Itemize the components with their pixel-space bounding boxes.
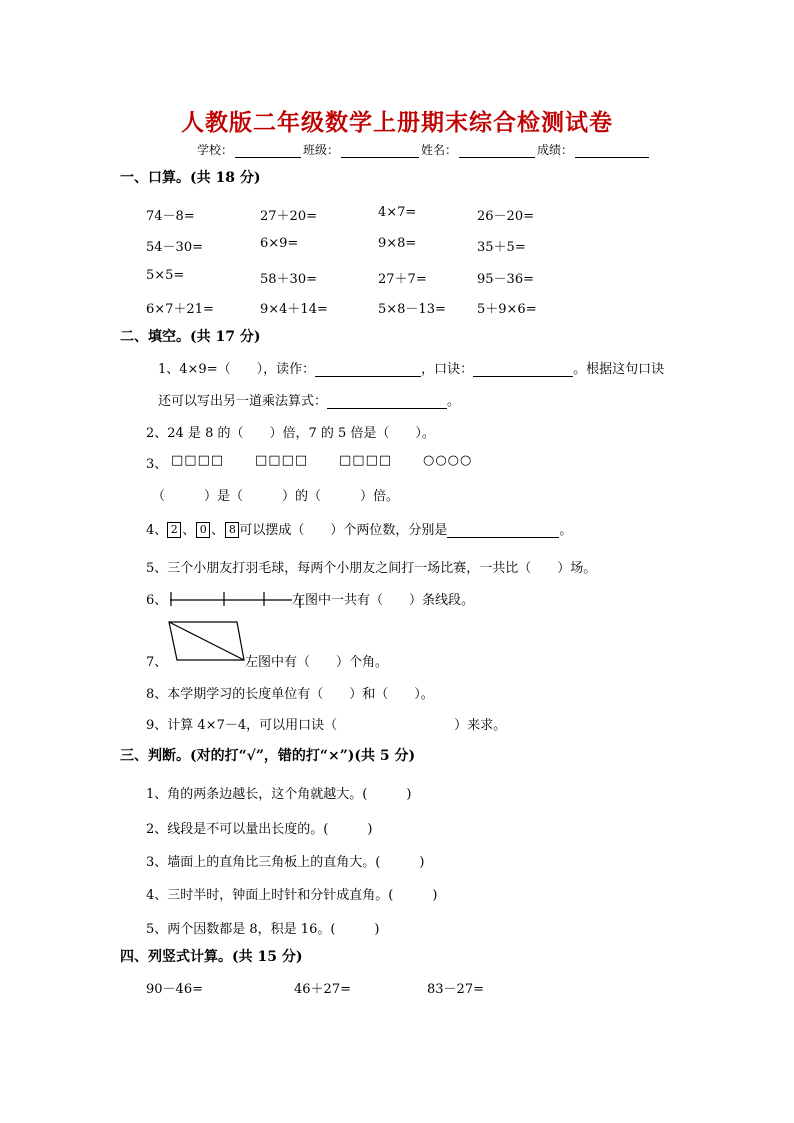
judge-item: 3、墙面上的直角比三角板上的直角大。( ) bbox=[146, 855, 425, 870]
section-4-heading: 四、列竖式计算。(共 15 分) bbox=[120, 949, 303, 965]
fill-q9: 9、计算 4×7－4，可以用口诀（ ）来求。 bbox=[146, 718, 507, 733]
fill-q3-num: 3、 bbox=[146, 457, 168, 472]
oral-item: 6×7＋21= bbox=[146, 302, 214, 317]
oral-item: 5＋9×6= bbox=[477, 302, 537, 317]
section-2-heading: 二、填空。(共 17 分) bbox=[120, 329, 261, 345]
class-blank[interactable] bbox=[341, 145, 419, 158]
oral-item: 6×9= bbox=[260, 236, 299, 251]
vertical-calc-item: 46＋27= bbox=[294, 982, 351, 997]
oral-item: 26－20= bbox=[477, 209, 534, 224]
fill-q1-line1 bbox=[158, 358, 664, 377]
fill-q8: 8、本学期学习的长度单位有（ ）和（ ）。 bbox=[146, 687, 434, 702]
oral-item: 58＋30= bbox=[260, 272, 317, 287]
judge-item: 4、三时半时，钟面上时针和分针成直角。( ) bbox=[146, 888, 438, 903]
oral-item: 9×4＋14= bbox=[260, 302, 328, 317]
fill-q1-rhyme-blank[interactable] bbox=[473, 363, 573, 377]
fill-q6-num: 6、 bbox=[146, 593, 168, 608]
oral-item: 9×8= bbox=[378, 236, 417, 251]
digit-card-8: 8 bbox=[225, 522, 239, 538]
judge-item: 1、角的两条边越长，这个角就越大。( ) bbox=[146, 787, 412, 802]
fill-q4: 4、 2 、 0 、 8 可以摆成（ ）个两位数，分别是 。 bbox=[146, 519, 572, 538]
digit-card-2: 2 bbox=[167, 522, 181, 538]
judge-item: 5、两个因数都是 8，积是 16。( ) bbox=[146, 922, 380, 937]
circle-group: ○○○○ bbox=[423, 453, 473, 468]
fill-q3-answer: （ ）是（ ）的（ ）倍。 bbox=[152, 489, 400, 504]
oral-item: 27＋20= bbox=[260, 209, 317, 224]
fill-q1-text-a: 1、4×9=（ ），读作： bbox=[158, 362, 316, 377]
fill-q2: 2、24 是 8 的（ ）倍，7 的 5 倍是（ ）。 bbox=[146, 426, 435, 441]
student-info-line bbox=[197, 141, 651, 158]
name-label: 姓名： bbox=[421, 143, 458, 157]
section-1-heading: 一、口算。(共 18 分) bbox=[120, 170, 261, 186]
score-blank[interactable] bbox=[575, 145, 649, 158]
fill-q1-text-e: 。 bbox=[447, 394, 461, 409]
fill-q4-end: 。 bbox=[559, 523, 573, 538]
fill-q1-line2 bbox=[158, 390, 460, 409]
fill-q4-num: 4、 bbox=[146, 523, 168, 538]
fill-q4-text: 可以摆成（ ）个两位数，分别是 bbox=[239, 523, 448, 538]
fill-q1-text-c: 。根据这句口诀 bbox=[573, 362, 665, 377]
vertical-calc-item: 90－46= bbox=[146, 982, 203, 997]
fill-q1-text-b: ，口诀： bbox=[421, 362, 474, 377]
name-blank[interactable] bbox=[459, 145, 535, 158]
parallelogram-figure bbox=[166, 619, 248, 663]
oral-item: 35＋5= bbox=[477, 240, 526, 255]
line-segment-figure bbox=[168, 588, 308, 610]
school-blank[interactable] bbox=[235, 145, 301, 158]
score-label: 成绩： bbox=[537, 143, 574, 157]
square-group: □□□□ bbox=[255, 453, 309, 468]
oral-item: 4×7= bbox=[378, 205, 417, 220]
oral-item: 54－30= bbox=[146, 240, 203, 255]
oral-item: 27＋7= bbox=[378, 272, 427, 287]
judge-item: 2、线段是不可以量出长度的。( ) bbox=[146, 822, 373, 837]
oral-item: 5×8－13= bbox=[378, 302, 446, 317]
fill-q7-num: 7、 bbox=[146, 655, 168, 670]
fill-q1-equation-blank[interactable] bbox=[327, 395, 447, 409]
page-title: 人教版二年级数学上册期末综合检测试卷 bbox=[181, 109, 613, 136]
fill-q5: 5、三个小朋友打羽毛球，每两个小朋友之间打一场比赛，一共比（ ）场。 bbox=[146, 561, 597, 576]
fill-q6-text: 左图中一共有（ ）条线段。 bbox=[292, 593, 475, 608]
section-3-heading: 三、判断。(对的打“√”，错的打“×”)(共 5 分) bbox=[120, 748, 416, 764]
oral-item: 74－8= bbox=[146, 209, 195, 224]
fill-q1-read-blank[interactable] bbox=[315, 363, 421, 377]
digit-card-0: 0 bbox=[196, 522, 210, 538]
vertical-calc-item: 83－27= bbox=[427, 982, 484, 997]
school-label: 学校： bbox=[197, 143, 234, 157]
oral-item: 95－36= bbox=[477, 272, 534, 287]
parallelogram-diagonal bbox=[169, 622, 244, 660]
fill-q7-text: 左图中有（ ）个角。 bbox=[245, 655, 389, 670]
fill-q1-text-d: 还可以写出另一道乘法算式： bbox=[158, 394, 328, 409]
square-group: □□□□ bbox=[339, 453, 393, 468]
class-label: 班级： bbox=[303, 143, 340, 157]
oral-item: 5×5= bbox=[146, 268, 185, 283]
square-group: □□□□ bbox=[171, 453, 225, 468]
fill-q4-blank[interactable] bbox=[447, 524, 559, 538]
